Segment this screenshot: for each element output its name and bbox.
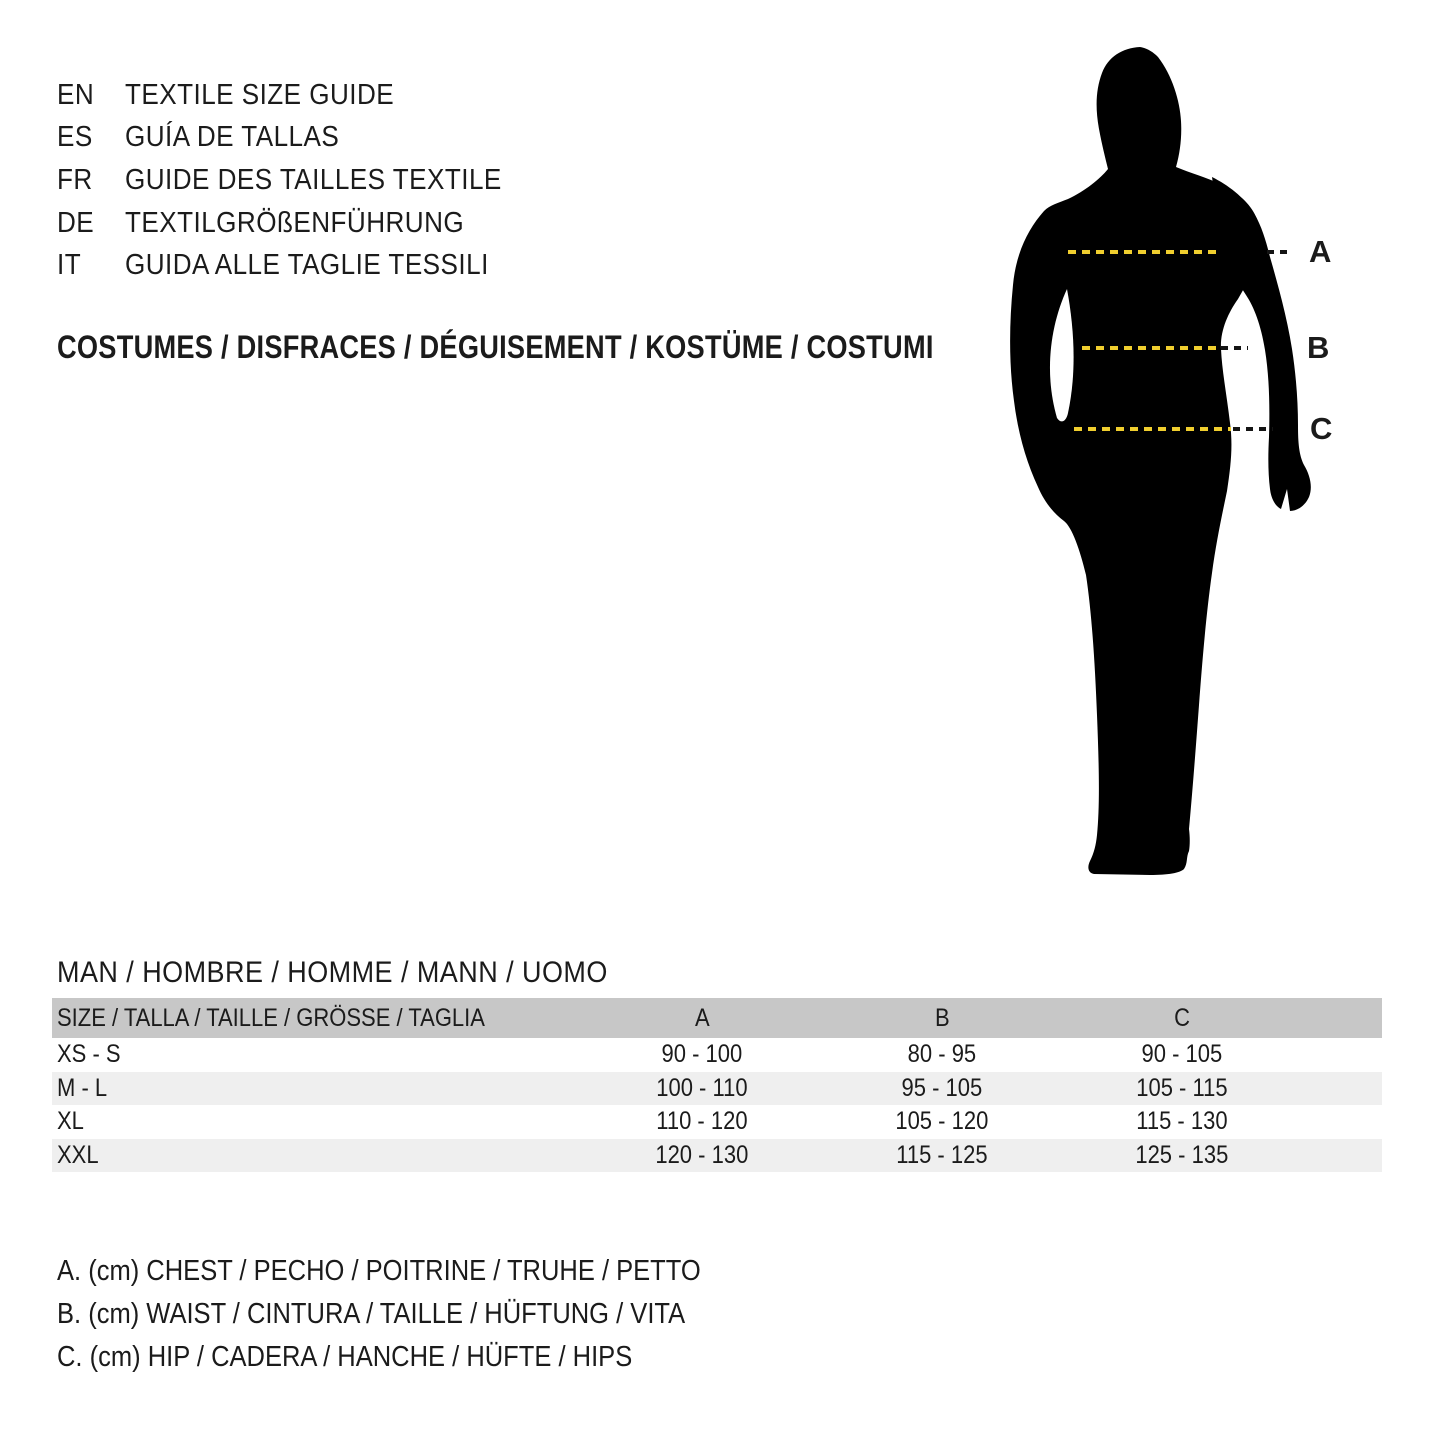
chest-line-yellow [1068,250,1222,254]
lang-code-fr: FR [57,163,93,196]
header-b-cell: B [934,1003,950,1032]
chest-line-black [1267,250,1293,254]
value-b: 95 - 105 [901,1073,983,1102]
lang-row-fr [57,159,544,202]
legend-waist: B. (cm) WAIST / CINTURA / TAILLE / HÜFTUNG / VITA [57,1298,686,1330]
waist-line-black [1221,346,1248,350]
lang-label-de: TEXTILGRÖßENFÜHRUNG [125,206,465,239]
lang-row-de [57,202,544,245]
value-b: 115 - 125 [896,1140,988,1169]
category-title: COSTUMES / DISFRACES / DÉGUISEMENT / KOSTÜME / COSTUMI [57,329,934,365]
man-silhouette [1000,45,1340,885]
lang-code-en: EN [57,78,95,111]
value-c: 125 - 135 [1135,1140,1229,1169]
header-size-cell: SIZE / TALLA / TAILLE / GRÖSSE / TAGLIA [57,1003,485,1032]
language-list [57,74,544,287]
value-c: 90 - 105 [1141,1040,1223,1069]
header-a-cell: A [694,1003,710,1032]
size-cell: XS - S [57,1040,121,1069]
waist-line-yellow [1082,346,1218,350]
size-table-header-row [52,998,1382,1038]
lang-label-fr: GUIDE DES TAILLES TEXTILE [125,163,502,196]
measure-label-c: C [1310,411,1333,446]
table-row-xxl [52,1139,1382,1173]
measure-label-b: B [1307,330,1330,365]
header-c-cell: C [1174,1003,1190,1032]
measurement-legend [57,1250,789,1379]
legend-hip: C. (cm) HIP / CADERA / HANCHE / HÜFTE / HIPS [57,1341,633,1373]
lang-code-it: IT [57,249,82,282]
man-silhouette-body [1010,47,1261,875]
hip-line-yellow [1074,427,1231,431]
legend-chest: A. (cm) CHEST / PECHO / POITRINE / TRUHE / PETTO [57,1255,701,1287]
hip-line-black [1233,427,1273,431]
table-row-xs-s [52,1038,1382,1072]
lang-code-de: DE [57,206,95,239]
lang-label-it: GUIDA ALLE TAGLIE TESSILI [125,249,489,282]
value-b: 105 - 120 [895,1107,989,1136]
lang-label-en: TEXTILE SIZE GUIDE [125,78,395,111]
measure-label-a: A [1309,234,1332,269]
size-cell: M - L [57,1073,108,1102]
value-a: 110 - 120 [656,1107,748,1136]
size-cell: XXL [57,1140,99,1169]
section-title-man: MAN / HOMBRE / HOMME / MANN / UOMO [57,956,608,989]
value-a: 90 - 100 [661,1040,743,1069]
size-table [52,998,1382,1172]
value-c: 105 - 115 [1136,1073,1228,1102]
table-row-xl [52,1105,1382,1139]
lang-code-es: ES [57,121,93,154]
value-c: 115 - 130 [1136,1107,1228,1136]
value-b: 80 - 95 [907,1040,977,1069]
lang-row-en [57,74,544,117]
lang-label-es: GUÍA DE TALLAS [125,121,340,154]
size-cell: XL [57,1107,84,1136]
value-a: 100 - 110 [656,1073,748,1102]
lang-row-it [57,244,544,287]
value-a: 120 - 130 [655,1140,749,1169]
table-row-m-l [52,1072,1382,1106]
lang-row-es [57,117,544,160]
